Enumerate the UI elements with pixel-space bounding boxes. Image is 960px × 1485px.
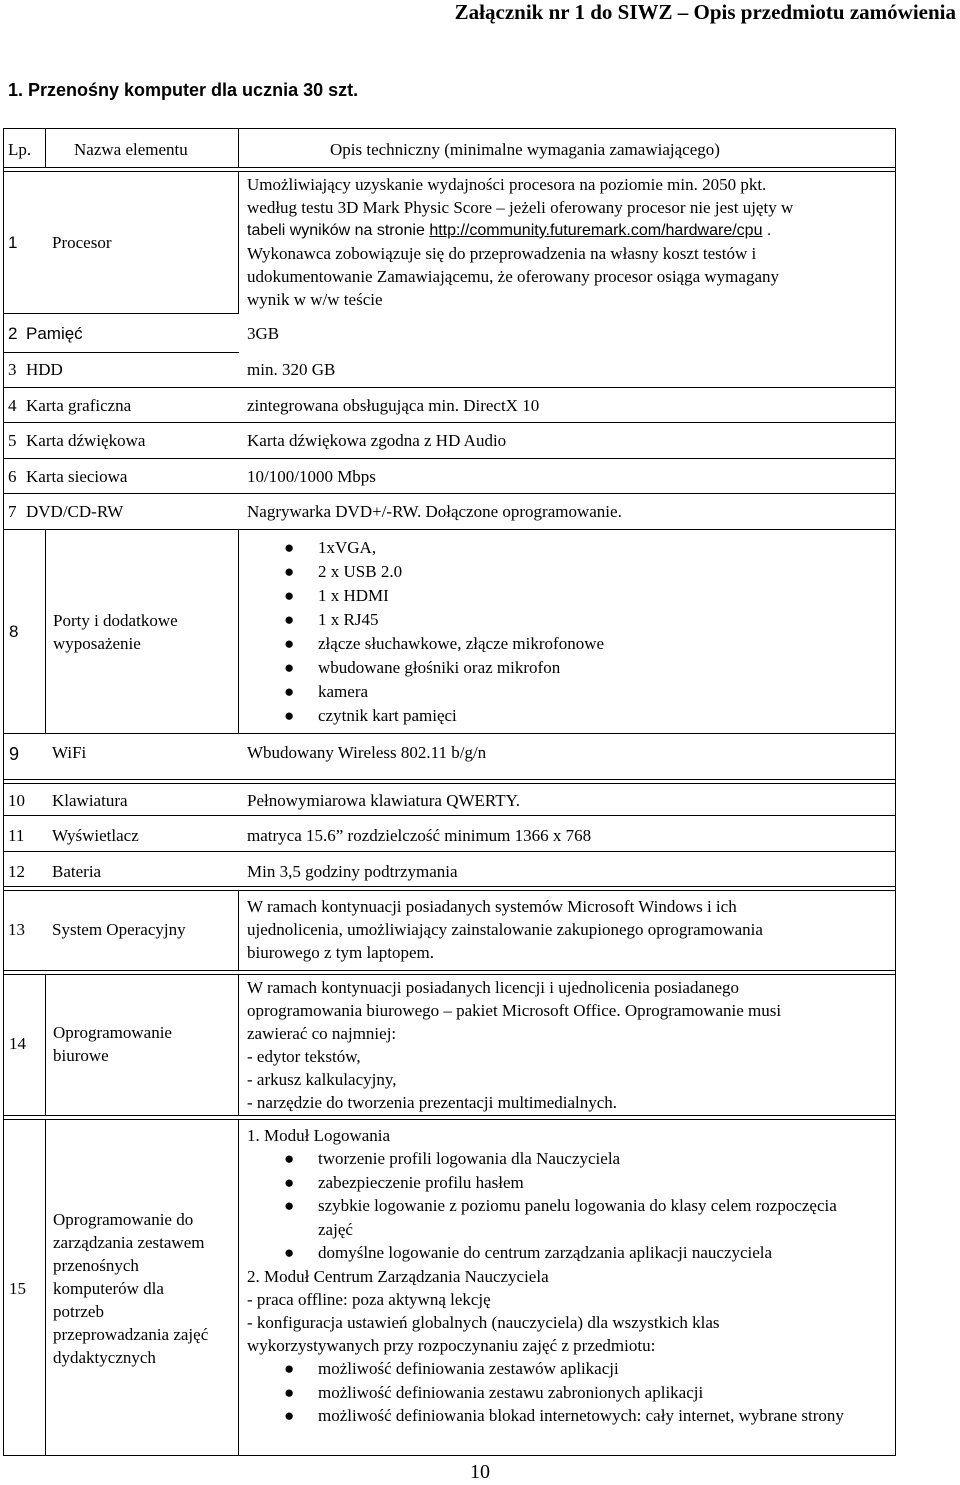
row-desc-line [247, 219, 771, 242]
bullet-icon: ● [284, 682, 295, 701]
row-name: DVD/CD-RW [26, 502, 124, 521]
row-desc-line: wynik w w/w teście [247, 290, 383, 309]
bullet-icon: ● [284, 1382, 295, 1402]
row-name: Procesor [52, 233, 112, 252]
row-desc: matryca 15.6” rozdzielczość minimum 1366 x 768 [247, 826, 592, 845]
row-number: 13 [8, 920, 25, 939]
row-name-line: przenośnych [53, 1256, 139, 1275]
list-item: ● domyślne logowanie do centrum zarządzania aplikacji nauczyciela [250, 1241, 890, 1265]
row-number: 9 [9, 744, 20, 764]
row-number: 11 [8, 826, 25, 845]
ports-list [250, 536, 604, 728]
list-item: ● możliwość definiowania zestawu zabronionych aplikacji [250, 1381, 890, 1405]
list-item: ● tworzenie profili logowania dla Nauczyciela [250, 1147, 890, 1171]
row-name-line: Oprogramowanie [53, 1023, 172, 1042]
row-desc: 3GB [247, 324, 280, 343]
bullet-icon: ● [284, 706, 295, 725]
bullet-icon: ● [284, 1359, 295, 1378]
row-desc-line: - narzędzie do tworzenia prezentacji multimedialnych. [247, 1093, 618, 1112]
list-item: ● czytnik kart pamięci [250, 704, 604, 728]
row-desc-text: tabeli wyników na stronie [247, 222, 430, 239]
row-desc-line: udokumentowanie Zamawiającemu, że oferowany procesor osiąga wymagany [247, 267, 779, 286]
row-desc-line: - arkusz kalkulacyjny, [247, 1070, 397, 1089]
row-name-line: dydaktycznych [53, 1348, 156, 1367]
row-desc-line: zawierać co najmniej: [247, 1024, 397, 1043]
bullet-icon: ● [284, 634, 295, 653]
list-item: ● złącze słuchawkowe, złącze mikrofonowe [250, 632, 604, 656]
bullet-icon: ● [284, 1243, 295, 1262]
row-name-line: biurowe [53, 1046, 109, 1065]
row-number: 10 [8, 791, 25, 810]
list-item: ● 1xVGA, [250, 536, 604, 560]
row-number: 15 [9, 1279, 26, 1298]
row-name: Wyświetlacz [52, 826, 139, 845]
row-number: 1 [8, 233, 18, 252]
row-name-line: Oprogramowanie do [53, 1210, 194, 1229]
row-desc-text: . [762, 222, 772, 239]
bullet-icon: ● [284, 1196, 295, 1215]
list-item: ● zabezpieczenie profilu hasłem [250, 1171, 890, 1195]
module-title: 1. Moduł Logowania [247, 1126, 391, 1145]
row-number: 2 [8, 324, 18, 343]
row-name: Klawiatura [52, 791, 128, 810]
section-title: 1. Przenośny komputer dla ucznia 30 szt. [8, 80, 359, 100]
row-desc-line: oprogramowania biurowego – pakiet Microsoft Office. Oprogramowanie musi [247, 1001, 782, 1020]
row-number: 5 [8, 431, 17, 450]
list-item: ● szybkie logowanie z poziomu panelu logowania do klasy celem rozpoczęcia zajęć [284, 1196, 837, 1239]
row-name: Karta sieciowa [26, 467, 128, 486]
row-desc-line: według testu 3D Mark Physic Score – jeżeli oferowany procesor nie jest ujęty w [247, 198, 794, 217]
row-name-line: wyposażenie [53, 634, 141, 653]
module-1-list [250, 1147, 890, 1265]
row-desc-line: Umożliwiający uzyskanie wydajności procesora na poziomie min. 2050 pkt. [247, 175, 767, 194]
row-name-line: Porty i dodatkowe [53, 611, 178, 630]
list-item: ● 2 x USB 2.0 [250, 560, 604, 584]
row-desc: 10/100/1000 Mbps [247, 467, 376, 486]
row-number: 12 [8, 862, 25, 881]
bullet-icon: ● [284, 538, 295, 557]
row-name-line: komputerów dla [53, 1279, 164, 1298]
row-desc: Karta dźwiękowa zgodna z HD Audio [247, 431, 507, 450]
row-number: 7 [8, 502, 17, 521]
list-item: ● 1 x RJ45 [250, 608, 604, 632]
row-name: Karta dźwiękowa [26, 431, 146, 450]
module-line: - praca offline: poza aktywną lekcję [247, 1290, 491, 1309]
list-item: ● 1 x HDMI [250, 584, 604, 608]
col-header-desc: Opis techniczny (minimalne wymagania zamawiającego) [330, 140, 720, 159]
bullet-icon: ● [284, 562, 295, 581]
module-2-list [250, 1357, 890, 1428]
row-name-line: potrzeb [53, 1302, 104, 1321]
row-name: HDD [26, 360, 63, 379]
row-number: 4 [8, 396, 17, 415]
bullet-icon: ● [284, 586, 295, 605]
row-desc-line: W ramach kontynuacji posiadanych systemów Microsoft Windows i ich [247, 897, 737, 916]
list-item: ● wbudowane głośniki oraz mikrofon [250, 656, 604, 680]
row-desc-line: W ramach kontynuacji posiadanych licencji i ujednolicenia posiadanego [247, 978, 740, 997]
list-item: ● możliwość definiowania zestawów aplikacji [250, 1357, 890, 1381]
module-line: - konfiguracja ustawień globalnych (nauczyciela) dla wszystkich klas [247, 1313, 720, 1332]
row-desc-line: ujednolicenia, umożliwiający zainstalowanie zakupionego oprogramowania [247, 920, 763, 939]
row-desc: min. 320 GB [247, 360, 336, 379]
row-desc-line: biurowego z tym laptopem. [247, 943, 434, 962]
row-name-line: zarządzania zestawem [53, 1233, 205, 1252]
row-name: Pamięć [26, 324, 83, 343]
row-desc: Min 3,5 godziny podtrzymania [247, 862, 458, 881]
row-desc: Pełnowymiarowa klawiatura QWERTY. [247, 791, 520, 810]
row-desc: Wbudowany Wireless 802.11 b/g/n [247, 743, 487, 762]
row-name-line: przeprowadzania zajęć [53, 1325, 209, 1344]
bullet-icon: ● [284, 1172, 295, 1192]
bullet-icon: ● [284, 658, 295, 677]
row-number: 8 [9, 622, 19, 641]
module-title: 2. Moduł Centrum Zarządzania Nauczyciela [247, 1267, 549, 1286]
row-name: System Operacyjny [52, 920, 186, 939]
list-item: ● kamera [250, 680, 604, 704]
annex-title: Załącznik nr 1 do SIWZ – Opis przedmiotu zamówienia [454, 0, 956, 24]
list-item: ● możliwość definiowania blokad internetowych: cały internet, wybrane strony [250, 1404, 958, 1428]
col-header-name: Nazwa elementu [74, 140, 188, 159]
row-name: Karta graficzna [26, 396, 132, 415]
futuremark-link[interactable]: http://community.futuremark.com/hardware/cpu [429, 222, 763, 239]
row-desc: zintegrowana obsługująca min. DirectX 10 [247, 396, 540, 415]
row-number: 6 [8, 467, 17, 486]
bullet-icon: ● [284, 610, 295, 629]
module-line: wykorzystywanych przy rozpoczynaniu zajęć z przedmiotu: [247, 1336, 656, 1355]
bullet-icon: ● [284, 1406, 295, 1425]
row-number: 14 [9, 1034, 26, 1053]
row-number: 3 [8, 360, 17, 379]
col-header-no: Lp. [8, 140, 32, 159]
row-desc-line: Wykonawca zobowiązuje się do przeprowadzenia na własny koszt testów i [247, 244, 757, 263]
page-number: 10 [470, 1461, 490, 1483]
row-desc: Nagrywarka DVD+/-RW. Dołączone oprogramowanie. [247, 502, 622, 521]
row-desc-line: - edytor tekstów, [247, 1047, 361, 1066]
row-name: Bateria [52, 862, 102, 881]
bullet-icon: ● [284, 1149, 295, 1168]
row-name: WiFi [52, 743, 87, 762]
